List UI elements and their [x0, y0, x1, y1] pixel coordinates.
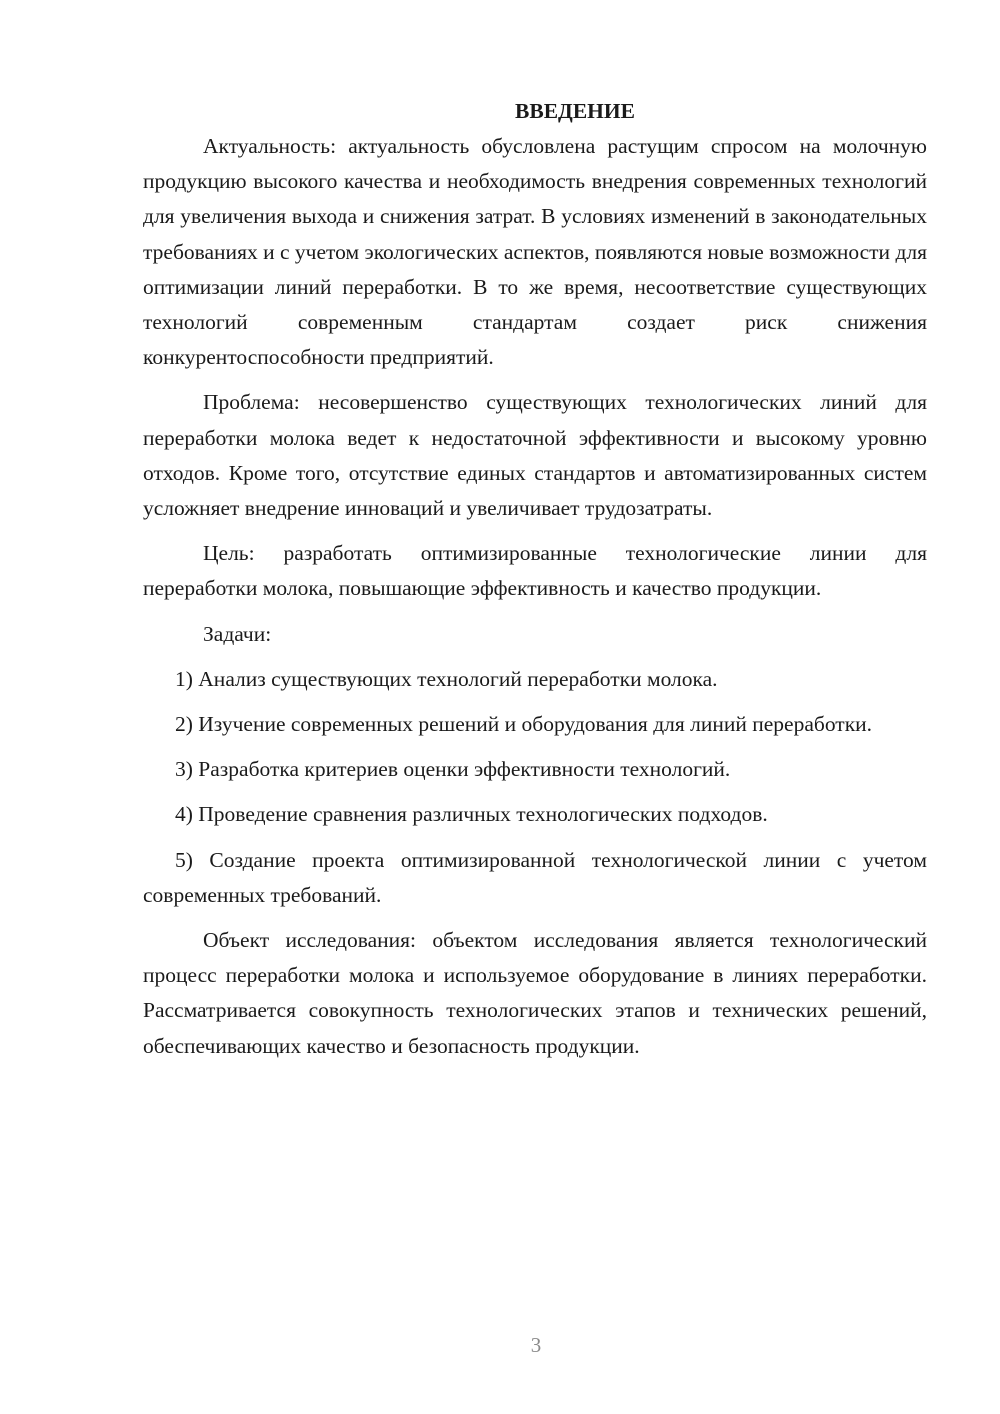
task-item: 3) Разработка критериев оценки эффективности технологий.	[175, 757, 731, 782]
task-item: 1) Анализ существующих технологий переработки молока.	[175, 666, 718, 691]
task-item: 5) Создание проекта оптимизированной технологической линии с учетом современных требований.	[143, 847, 927, 907]
document-page	[143, 94, 927, 1074]
problem-paragraph: Проблема: несовершенство существующих технологических линий для переработки молока ведет к недостаточной эффективности и высокому уровню отходов. Кроме того, отсутствие единых стандартов и автоматизированных систем усложняет внедрение инноваций и увеличивает трудозатраты.	[143, 390, 927, 521]
tasks-heading: Задачи:	[203, 621, 272, 646]
page-title: ВВЕДЕНИЕ	[515, 99, 635, 123]
goal-paragraph: Цель: разработать оптимизированные технологические линии для переработки молока, повышающие эффективность и качество продукции.	[143, 541, 927, 601]
relevance-paragraph: Актуальность: актуальность обусловлена растущим спросом на молочную продукцию высокого качества и необходимость внедрения современных технологий для увеличения выхода и снижения затрат. В условиях изменений в законодательных требованиях и с учетом экологических аспектов, появляются новые возможности для оптимизации линий переработки. В то же время, несоответствие существующих технологий современным стандартам создает риск снижения конкурентоспособности предприятий.	[143, 134, 927, 370]
object-paragraph: Объект исследования: объектом исследования является технологический процесс переработки молока и используемое оборудование в линиях переработки. Рассматривается совокупность технологических этапов и технических решений, обеспечивающих качество и безопасность продукции.	[143, 928, 927, 1058]
task-item: 4) Проведение сравнения различных технологических подходов.	[175, 802, 768, 827]
task-item: 2) Изучение современных решений и оборудования для линий переработки.	[175, 712, 873, 737]
page-number: 3	[530, 1333, 542, 1357]
